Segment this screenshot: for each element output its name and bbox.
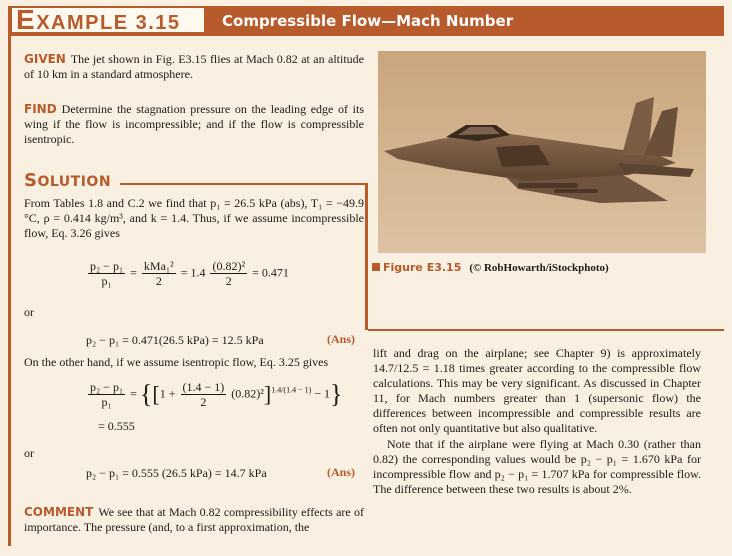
eq3-inner-num: (1.4 − 1) <box>182 380 225 394</box>
solution-intro: From Tables 1.8 and C.2 we find that p₁ = 26.5 kPa (abs), T₁ = −49.9 °C, ρ = 0.414 kg/m³, and k = 1.4. Thus, if we assume incompressible flow, Eq. 3.26 gives <box>24 196 364 240</box>
eq1-result: = 0.471 <box>252 265 289 280</box>
eq1-lhs-num: p₂ − p₁ <box>90 259 124 273</box>
example-label-text: XAMPLE 3.15 <box>36 12 181 34</box>
square-marker-icon <box>372 263 380 271</box>
given-paragraph <box>24 52 364 82</box>
eq3-mach: (0.82)² <box>231 386 264 401</box>
eq1-mid-den: 2 <box>155 274 162 288</box>
jet-photo <box>378 51 706 253</box>
answer-label-2: (Ans) <box>327 465 356 479</box>
find-text: Determine the stagnation pressure on the leading edge of its wing if the flow is incompressible; and if the flow is compressible isentropic. <box>24 102 364 146</box>
example-label-initial: E <box>16 4 37 35</box>
eq3-lhs-den: p₁ <box>101 395 112 409</box>
solution-heading <box>24 170 111 191</box>
figure-credit: (© RobHowarth/iStockphoto) <box>469 262 609 274</box>
eq1-lhs-den: p₁ <box>101 274 112 288</box>
solution-rule <box>120 183 368 185</box>
equation-isentropic-final: p₂ − p₁ = 0.555 (26.5 kPa) = 14.7 kPa <box>86 466 267 480</box>
or-label-1: or <box>24 305 34 319</box>
eq3-inner-fraction <box>181 380 227 409</box>
comment-paragraph <box>24 505 364 535</box>
equation-isentropic-result: = 0.555 <box>98 419 135 433</box>
right-paragraph-2: Note that if the airplane were flying at Mach 0.30 (rather than 0.82) the corresponding values would be p₂ − p₁ = 1.670 kPa for incompressible flow and p₂ − p₁ = 1.707 kPa for compressible flow. The difference between these two results is about 2%. <box>373 437 701 496</box>
eq1-rhs-fraction <box>210 259 247 288</box>
right-paragraph-1: lift and drag on the airplane; see Chapter 9) is approximately 14.7/12.5 = 1.18 times greater according to the compressible flow calculations. This may be very significant. As discussed in Chapter 11, for Mach numbers greater than 1 (supersonic flow) the differences between incompressible and compressible results are often not only quantitative but also qualitative. <box>373 346 701 435</box>
figure-rule <box>368 329 724 331</box>
eq3-lhs-fraction <box>88 380 125 409</box>
eq3-exponent: 1.4/(1.4 − 1) <box>271 385 312 395</box>
given-keyword: GIVEN <box>24 52 66 66</box>
find-keyword: FIND <box>24 102 57 116</box>
eq1-coefficient: = 1.4 <box>180 265 206 280</box>
comment-text: We see that at Mach 0.82 compressibility effects are of importance. The pressure (and, to a first approximation, the <box>24 505 364 534</box>
eq1-lhs-fraction <box>88 259 125 288</box>
left-accent-bar <box>8 36 11 546</box>
solution-heading-text: OLUTION <box>37 174 112 190</box>
given-text: The jet shown in Fig. E3.15 flies at Mach 0.82 at an altitude of 10 km in a standard atmosphere. <box>24 52 364 81</box>
eq1-rhs-den: 2 <box>225 274 232 288</box>
isentropic-intro: On the other hand, if we assume isentropic flow, Eq. 3.25 gives <box>24 355 329 369</box>
comment-keyword: COMMENT <box>24 505 94 519</box>
eq1-mid-num: kMa₁² <box>143 259 174 273</box>
find-paragraph <box>24 102 364 147</box>
example-title: Compressible Flow—Mach Number <box>222 12 514 30</box>
figure-caption <box>372 261 609 274</box>
equation-isentropic: $\frac{\text{p₂ − p₁}}{\text{p₁}}$ = {[1 + $\frac{(1.4 - 1)}{2}$ (0.82)²]$^{1.4/(1.4 - 1)}$ − 1} <box>90 379 343 409</box>
equation-incompressible: $\frac{\text{p₂ − p₁}}{\text{p₁}}$ = $\frac{\text{kMa₁²}}{2}$ = 1.4 $\frac{\text{(0.82)²}}{2}$ = 0.471 <box>90 259 289 288</box>
equation-incompressible-result: p₂ − p₁ = 0.471(26.5 kPa) = 12.5 kPa <box>86 333 264 347</box>
eq1-rhs-num: (0.82)² <box>212 259 246 273</box>
or-label-2: or <box>24 446 34 460</box>
eq1-mid-fraction <box>142 259 176 288</box>
answer-label-1: (Ans) <box>327 332 356 346</box>
solution-heading-initial: S <box>24 170 38 191</box>
column-divider <box>365 184 368 330</box>
eq3-inner-den: 2 <box>200 395 207 409</box>
figure-label: Figure E3.15 <box>383 261 462 274</box>
eq3-lhs-num: p₂ − p₁ <box>90 380 124 394</box>
example-label <box>10 6 206 34</box>
